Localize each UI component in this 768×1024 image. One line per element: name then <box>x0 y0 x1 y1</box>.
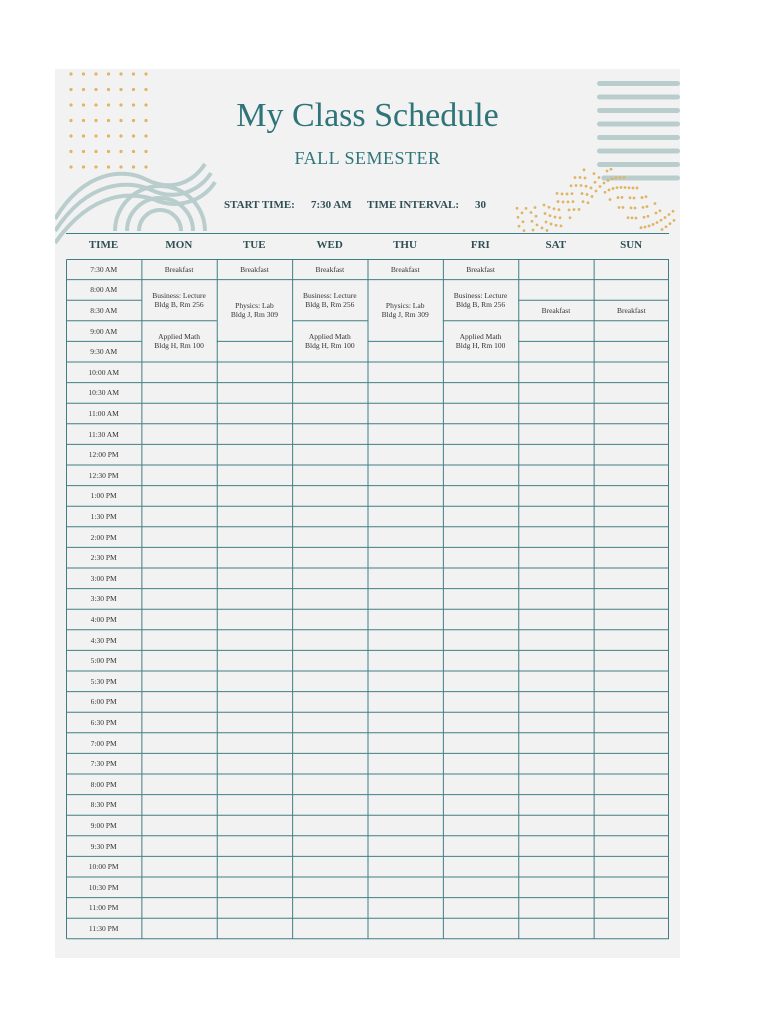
schedule-entry[interactable]: Breakfast <box>541 305 571 315</box>
time-label: 10:00 AM <box>88 367 119 377</box>
time-label: 1:30 PM <box>90 511 117 521</box>
column-header-mon: MON <box>165 239 193 251</box>
time-label: 8:30 PM <box>90 800 117 810</box>
time-label: 10:00 PM <box>88 862 119 872</box>
time-label: 11:00 PM <box>88 903 119 913</box>
time-label: 4:30 PM <box>90 635 117 645</box>
time-label: 2:00 PM <box>90 532 117 542</box>
column-header-time: TIME <box>88 239 119 251</box>
schedule-entry[interactable]: Breakfast <box>164 264 194 274</box>
time-label: 5:00 PM <box>90 656 117 666</box>
page-subtitle: FALL SEMESTER <box>294 148 441 168</box>
time-label: 11:30 PM <box>88 923 119 933</box>
schedule-entry[interactable]: Business: Lecture Bldg B, Rm 256 <box>152 291 206 310</box>
time-label: 12:00 PM <box>88 450 119 460</box>
schedule-sheet <box>55 69 680 958</box>
time-label: 1:00 PM <box>90 491 117 501</box>
schedule-entry[interactable]: Physics: Lab Bldg J, Rm 309 <box>230 301 278 320</box>
column-header-sat: SAT <box>545 239 567 251</box>
time-label: 10:30 PM <box>88 882 119 892</box>
column-header-fri: FRI <box>470 239 490 251</box>
time-label: 8:00 PM <box>90 779 117 789</box>
schedule-entry[interactable]: Breakfast <box>240 264 269 274</box>
time-label: 11:00 AM <box>88 408 119 418</box>
schedule-entry[interactable]: Applied Math Bldg H, Rm 100 <box>455 332 506 351</box>
time-label: 7:30 AM <box>90 264 118 274</box>
schedule-entry[interactable]: Physics: Lab Bldg J, Rm 309 <box>381 301 429 320</box>
schedule-entry[interactable]: Breakfast <box>466 264 495 274</box>
time-label: 3:00 PM <box>90 573 117 583</box>
column-header-tue: TUE <box>242 239 266 251</box>
header-divider <box>66 233 669 234</box>
time-label: 10:30 AM <box>88 388 119 398</box>
start-time-value: 7:30 AM <box>311 199 352 211</box>
time-label: 8:00 AM <box>90 285 118 295</box>
column-header-thu: THU <box>393 239 417 251</box>
schedule-entry[interactable]: Breakfast <box>390 264 420 274</box>
time-label: 8:30 AM <box>90 305 118 315</box>
time-label: 2:30 PM <box>90 553 117 563</box>
time-label: 3:30 PM <box>90 594 117 604</box>
arc-pattern-left <box>55 164 215 243</box>
time-label: 9:00 AM <box>90 326 118 336</box>
schedule-entry[interactable]: Business: Lecture Bldg B, Rm 256 <box>453 291 508 310</box>
schedule-entry[interactable]: Breakfast <box>315 264 345 274</box>
time-label: 11:30 AM <box>88 429 119 439</box>
time-label: 12:30 PM <box>88 470 119 480</box>
time-label: 6:00 PM <box>90 697 117 707</box>
time-label: 9:30 PM <box>90 841 117 851</box>
column-header-wed: WED <box>316 239 343 251</box>
schedule-entry[interactable]: Applied Math Bldg H, Rm 100 <box>305 332 355 351</box>
time-label: 7:30 PM <box>90 759 117 769</box>
time-label: 5:30 PM <box>90 676 117 686</box>
column-header-sun: SUN <box>620 239 643 251</box>
time-label: 7:00 PM <box>90 738 117 748</box>
start-time-label: START TIME: <box>224 199 295 211</box>
time-label: 9:30 AM <box>90 347 118 357</box>
schedule-entry[interactable]: Applied Math Bldg H, Rm 100 <box>154 332 204 351</box>
schedule-entry[interactable]: Breakfast <box>616 305 646 315</box>
schedule-entry[interactable]: Business: Lecture Bldg B, Rm 256 <box>303 291 357 310</box>
page-title: My Class Schedule <box>236 97 499 134</box>
time-label: 6:30 PM <box>90 717 117 727</box>
time-label: 4:00 PM <box>90 614 117 624</box>
schedule-grid <box>66 259 669 939</box>
time-label: 9:00 PM <box>90 820 117 830</box>
time-interval-value: 30 <box>475 199 486 211</box>
time-interval-label: TIME INTERVAL: <box>367 199 460 211</box>
